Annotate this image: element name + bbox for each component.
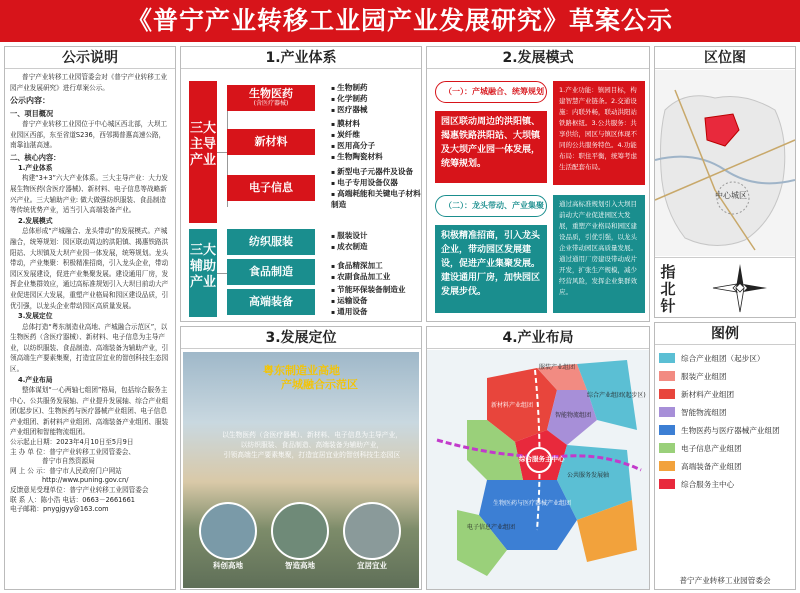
legend-swatch: [659, 407, 675, 417]
industry-bio-list: ▪ 生物制药 ▪ 化学制药 ▪ 医疗器械: [331, 83, 421, 116]
location-map: [655, 70, 795, 256]
layout-label-center: 综合服务主中心: [519, 455, 565, 463]
industry-layout-heading: 4.产业布局: [427, 327, 649, 349]
notice-section-1-text: 普宁产业转移工业园位于中心城区西北部，大坝工业园区西部，东至省道S236，西邻揭普惠高速公路，南靠汕湛高速。: [10, 120, 168, 150]
industry-food-list: ▪ 食品精深加工 ▪ 农副食品加工业: [331, 261, 421, 283]
industry-equipment-list: ▪ 节能环保装备制造业 ▪ 运输设备 ▪ 通用设备: [331, 285, 421, 318]
legend-item: 服装产业组团: [659, 367, 795, 385]
legend-item: 智能物流组团: [659, 403, 795, 421]
legend-heading: 图例: [655, 323, 795, 345]
industry-layout-map: [427, 350, 649, 589]
notice-host: 主 办 单 位：普宁产业转移工业园管委会、: [10, 447, 135, 456]
legend-item: 电子信息产业组团: [659, 439, 795, 457]
positioning-banner: 粤东制造业高地 产城融合示范区: [263, 364, 358, 391]
notice-sub-2-text: 总体形成“产城融合、龙头带动”的发展模式。产城融合，统筹规划：园区联动周边的洪阳镇、揭惠铁路洪阳站、大坝镇及大坝产业园一体发展，统筹规划。龙头带动，产业集聚：积极精准招商，引入龙头企业，带动园区发展建设，促进产业集聚发展。建设通用厂房，发挥企业集群效应，通过高标准规划引入大坝目前动大产业促进园区大发展，重塑产业格局和园区建设品质，引优引强，以龙头企业带动园区高质量发展。: [10, 227, 169, 310]
positioning-panel: [180, 326, 422, 590]
compass-area: [655, 257, 795, 317]
notice-email[interactable]: 电子邮箱：pnygjgyy@163.com: [10, 505, 109, 514]
legend-swatch: [659, 371, 675, 381]
aux-industry-label: 三大辅助产业: [189, 229, 217, 317]
industry-bio: 生物医药 (含医疗器械): [227, 85, 315, 111]
industry-layout-graphic: [427, 350, 649, 589]
industry-system-heading: 1.产业体系: [181, 47, 421, 69]
notice-section-2: 二、核心内容：: [10, 152, 61, 162]
page-title: 《普宁产业转移工业园产业发展研究》草案公示: [0, 0, 800, 42]
notice-sub-4-text: 整体谋划“一心两轴七组团”格局，包括综合服务主中心、公共服务发展轴、产业提升发展轴、综合产业组团(起步区)、生物医药与医疗器械产业组团、电子信息产业组团、新材料产业组团、高端装备产业组团、服装产业组团和智能物流组团。: [10, 386, 169, 437]
industry-layout-panel: [426, 326, 650, 590]
notice-heading: 公示说明: [5, 47, 175, 69]
notice-panel: [4, 46, 176, 590]
notice-body: [5, 69, 175, 518]
mode-note-2: 通过高标准规划引入大坝目前动大产业促进园区大发展，重塑产业格局和园区建设品质，引优引强，以龙头企业带动园区高质量发展。通过通用厂房建设带动成片开发，扩张生产规模，减少经营风险，发挥企业集群效应。: [553, 195, 645, 313]
layout-label-start: 综合产业组团(起步区): [587, 392, 646, 399]
location-map-graphic: [655, 70, 795, 256]
mode-text-1: 园区联动周边的洪阳镇、揭惠铁路洪阳站、大坝镇及大坝产业园一体发展，统筹规划。: [435, 111, 547, 183]
notice-sub-3-text: 总体打造“粤东制造业高地、产城融合示范区”，以生物医药（含医疗器械）、新材料、电子信息为主导产业，以纺织服装、食品制造、高端装备为辅助产业，引领高端生产要素集聚，打造宜居宜业的智创科技生态园区。: [10, 322, 169, 373]
legend-swatch: [659, 461, 675, 471]
legend-swatch: [659, 479, 675, 489]
industry-equipment: 高端装备: [227, 289, 315, 315]
legend-list: [659, 349, 795, 493]
notice-sub-1-text: 构建“3+3”六大产业体系。三大主导产业：大力发展生物医药(含医疗器械)、新材料、电子信息等战略新兴产业。三大辅助产业: 做大做强纺织服装、食品制造等传统优势产业，适当引入高端装备产业。: [10, 174, 169, 215]
compass-icon: [705, 262, 775, 314]
layout-label-axis-public: 公共服务发展轴: [567, 472, 610, 479]
legend-footer: 普宁产业转移工业园管委会: [679, 576, 771, 585]
layout-label-material: 新材料产业组团: [491, 402, 534, 409]
notice-contact: 联 系 人：陈小浩 电话：0663－2661661: [10, 495, 135, 504]
connector: [217, 152, 227, 153]
legend-item: 综合产业组团（起步区）: [659, 349, 795, 367]
positioning-heading: 3.发展定位: [181, 327, 421, 349]
industry-textile-list: ▪ 服装设计 ▪ 成衣制造: [331, 231, 421, 253]
compass-label: 指北针: [660, 263, 676, 315]
legend-item: 新材料产业组团: [659, 385, 795, 403]
legend-swatch: [659, 443, 675, 453]
industry-system-panel: [180, 46, 422, 322]
positioning-circle-1: [199, 502, 257, 560]
industry-material: 新材料: [227, 129, 315, 155]
layout-label-electronic: 电子信息产业组团: [467, 524, 516, 531]
notice-sub-4: 4.产业布局: [18, 375, 53, 384]
notice-feedback: 反馈意见受理单位：普宁产业转移工业园管委会: [10, 486, 149, 494]
notice-sub-2: 2.发展模式: [18, 216, 53, 225]
location-map-heading: 区位图: [655, 47, 795, 69]
notice-sub-3: 3.发展定位: [18, 312, 53, 321]
legend-swatch: [659, 353, 675, 363]
notice-content-heading: 公示内容：: [10, 96, 50, 106]
positioning-circle-3: [343, 502, 401, 560]
positioning-circle-2: [271, 502, 329, 560]
mode-pill-1: （一）：产城融合、统筹规划: [435, 81, 547, 103]
notice-sub-1: 1.产业体系: [18, 163, 53, 172]
mode-note-1: 1.产业功能：镇园目标，构建智慧产业链条。2.交通设施：内联外畅，联动洪阳站铁路枢纽。3.公共服务：共享供给，园区与镇区体现不同的公共服务特色。4.功能布局：职住平衡，统筹考虑生活配套布局。: [553, 81, 645, 185]
layout-label-garment: 服装产业组团: [539, 364, 576, 371]
layout-label-bio: 生物医药与医疗器械产业组团: [493, 500, 572, 507]
location-map-panel: [654, 46, 796, 318]
development-mode-heading: 2.发展模式: [427, 47, 649, 69]
industry-electronic: 电子信息: [227, 175, 315, 201]
layout-label-logistics: 智能物流组团: [555, 412, 592, 419]
positioning-caption-2: 智造高地: [285, 561, 315, 570]
positioning-caption-3: 宜居宜业: [357, 561, 387, 570]
notice-host-2: 普宁市自然资源局: [42, 457, 95, 466]
city-label: 中心城区: [715, 191, 747, 200]
legend-item: 生物医药与医疗器械产业组团: [659, 421, 795, 439]
legend-swatch: [659, 425, 675, 435]
positioning-image: [183, 352, 419, 588]
positioning-text: 以生物医药（含医疗器械）、新材料、电子信息为主导产业， 以纺织服装、食品制造、高端装备为辅助产业， 引领高端生产要素集聚，打造宜居宜业的智创科技生态园区: [221, 431, 403, 459]
industry-food: 食品制造: [227, 259, 315, 285]
notice-url[interactable]: http://www.puning.gov.cn/: [42, 476, 129, 485]
legend-swatch: [659, 389, 675, 399]
mode-pill-2: （二）：龙头带动、产业集聚: [435, 195, 547, 217]
development-mode-panel: [426, 46, 650, 322]
positioning-caption-1: 科创高地: [213, 561, 243, 570]
notice-intro: 普宁产业转移工业园管委会对《普宁产业转移工业园产业发展研究》进行草案公示。: [10, 73, 168, 92]
notice-section-1: 一、项目概况: [10, 109, 54, 119]
industry-electronic-list: ▪ 新型电子元器件及设备 ▪ 电子专用设备仪器 ▪ 高端耗能和关键电子材料制造: [331, 167, 421, 210]
notice-dates: 公示起止日期：2023年4月10日至5月9日: [10, 438, 134, 447]
notice-online: 网 上 公 示：普宁市人民政府门户网站: [10, 466, 122, 475]
legend-item: 高端装备产业组团: [659, 457, 795, 475]
industry-material-list: ▪ 膜材料 ▪ 炭纤维 ▪ 医用高分子 ▪ 生物陶瓷材料: [331, 119, 421, 163]
legend-panel: [654, 322, 796, 590]
mode-text-2: 积极精准招商，引入龙头企业，带动园区发展建设，促进产业集聚发展。建设通用厂房，加快园区发展步伐。: [435, 225, 547, 313]
industry-textile: 纺织服装: [227, 229, 315, 255]
connector: [217, 273, 227, 274]
legend-item: 综合服务主中心: [659, 475, 795, 493]
main-industry-label: 三大主导产业: [189, 81, 217, 223]
